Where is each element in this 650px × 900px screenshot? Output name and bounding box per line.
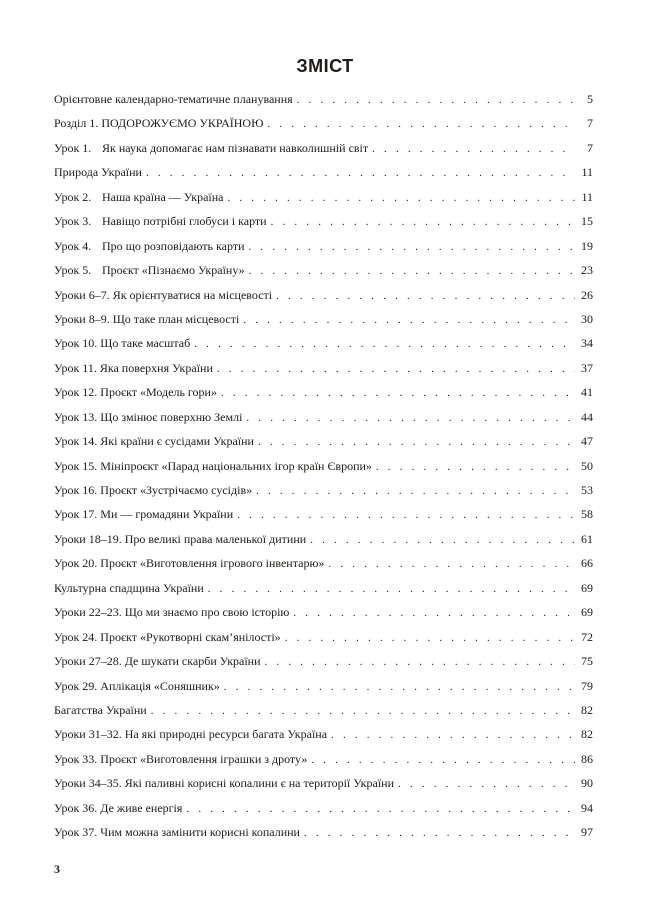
toc-entry[interactable] (54, 483, 593, 507)
toc-entry-page: 94 (581, 800, 593, 815)
toc-entry[interactable] (54, 556, 593, 580)
toc-entry[interactable] (54, 825, 593, 849)
toc-dot-leader (243, 314, 575, 326)
toc-entry-page: 79 (581, 678, 593, 693)
toc-dot-leader (310, 534, 575, 546)
toc-entry-page: 82 (581, 702, 593, 717)
toc-dot-leader (224, 681, 575, 693)
toc-entry-label (54, 361, 217, 376)
toc-entry-title: Уроки 18–19. Про великі права маленької дитини (54, 531, 307, 546)
toc-dot-leader (372, 143, 575, 155)
toc-entry[interactable] (54, 703, 593, 727)
toc-entry-title: Багатства України (54, 702, 147, 717)
toc-entry-page: 11 (581, 189, 593, 204)
toc-entry-title: Навіщо потрібні глобуси і карти (102, 214, 267, 229)
toc-dot-leader (297, 94, 575, 106)
toc-dot-leader (293, 607, 575, 619)
toc-dot-leader (267, 118, 575, 130)
toc-entry[interactable] (54, 165, 593, 189)
toc-entry-label (54, 507, 237, 522)
toc-dot-leader (398, 778, 575, 790)
toc-entry[interactable] (54, 532, 593, 556)
toc-entry-lesson-number: Урок 1. (54, 140, 92, 155)
toc-dot-leader (194, 338, 575, 350)
toc-entry[interactable] (54, 801, 593, 825)
toc-entry-page: 82 (581, 727, 593, 742)
toc-entry-title: Проєкт «Пізнаємо Україну» (102, 263, 245, 278)
toc-entry-page: 72 (581, 629, 593, 644)
toc-entry[interactable] (54, 727, 593, 751)
toc-entry-label (54, 434, 258, 449)
toc-entry[interactable] (54, 190, 593, 214)
toc-entry-page: 90 (581, 776, 593, 791)
toc-entry-label (54, 263, 249, 278)
toc-entry-page: 69 (581, 605, 593, 620)
toc-dot-leader (146, 167, 575, 179)
toc-entry-title: Уроки 31–32. На які природні ресурси багата Україна (54, 727, 328, 742)
toc-entry-label (54, 801, 186, 816)
toc-entry-label (54, 727, 331, 742)
toc-entry-title: Урок 14. Які країни є сусідами України (54, 434, 254, 449)
toc-entry-page: 44 (581, 409, 593, 424)
toc-dot-leader (256, 485, 575, 497)
toc-entry[interactable] (54, 605, 593, 629)
toc-entry-label (54, 703, 151, 718)
toc-dot-leader (376, 461, 575, 473)
toc-entry-label (54, 581, 208, 596)
toc-entry[interactable] (54, 263, 593, 287)
toc-entry-label (54, 630, 285, 645)
toc-entry-title: Урок 16. Проєкт «Зустрічаємо сусідів» (54, 483, 253, 497)
toc-entry-page: 69 (581, 580, 593, 595)
table-of-contents (54, 92, 593, 850)
toc-entry[interactable] (54, 239, 593, 263)
toc-entry-page: 41 (581, 385, 593, 400)
toc-entry[interactable] (54, 92, 593, 116)
toc-entry-page: 23 (581, 263, 593, 278)
toc-entry-label (54, 410, 246, 425)
toc-dot-leader (258, 436, 575, 448)
toc-dot-leader (221, 387, 575, 399)
toc-entry-label (54, 116, 267, 131)
toc-entry[interactable] (54, 581, 593, 605)
toc-entry-title: Урок 24. Проєкт «Рукотворні скам’янілості» (54, 629, 281, 644)
toc-entry-lesson-number: Урок 2. (54, 189, 92, 204)
toc-entry[interactable] (54, 141, 593, 165)
toc-dot-leader (237, 509, 575, 521)
toc-entry-page: 7 (587, 116, 593, 131)
toc-entry-lesson-number: Урок 5. (54, 263, 92, 278)
toc-entry[interactable] (54, 361, 593, 385)
toc-dot-leader (227, 192, 575, 204)
toc-entry-label (54, 459, 376, 474)
toc-entry-lesson-number: Урок 3. (54, 214, 92, 229)
toc-entry-label (54, 385, 221, 400)
toc-entry-label (54, 92, 297, 107)
toc-entry-title: Урок 17. Ми — громадяни України (54, 507, 234, 522)
toc-entry-page: 5 (587, 92, 593, 106)
toc-dot-leader (249, 241, 575, 253)
toc-entry-label (54, 239, 249, 254)
toc-dot-leader (186, 803, 575, 815)
toc-entry[interactable] (54, 654, 593, 678)
toc-entry-title: Орієнтовне календарно-тематичне планування (54, 92, 293, 106)
toc-entry[interactable] (54, 385, 593, 409)
page-number: 3 (54, 862, 60, 876)
toc-entry-title: Урок 15. Мініпроєкт «Парад національних ігор країн Європи» (54, 458, 372, 473)
toc-entry-title: Урок 12. Проєкт «Модель гори» (54, 385, 217, 400)
toc-entry-label (54, 776, 398, 791)
toc-entry-page: 15 (581, 214, 593, 229)
toc-entry[interactable] (54, 214, 593, 238)
toc-dot-leader (276, 290, 575, 302)
toc-entry-title: Урок 20. Проєкт «Виготовлення ігрового інвентарю» (54, 556, 325, 571)
toc-entry-label (54, 288, 276, 303)
toc-entry-title: Уроки 6–7. Як орієнтуватися на місцевості (54, 287, 273, 302)
toc-entry[interactable] (54, 410, 593, 434)
toc-entry-label (54, 214, 271, 229)
toc-dot-leader (285, 632, 575, 644)
toc-entry-title: Урок 13. Що змінює поверхню Землі (54, 409, 243, 424)
toc-entry-title: Уроки 22–23. Що ми знаємо про свою історію (54, 605, 290, 620)
toc-dot-leader (328, 558, 575, 570)
toc-entry-title: Природа України (54, 165, 142, 180)
toc-entry[interactable] (54, 679, 593, 703)
toc-entry-label (54, 312, 243, 327)
toc-entry-page: 75 (581, 654, 593, 669)
toc-entry-title: Урок 10. Що таке масштаб (54, 336, 191, 351)
toc-dot-leader (217, 363, 575, 375)
toc-entry-page: 34 (581, 336, 593, 351)
toc-entry-page: 7 (587, 140, 593, 155)
toc-entry-page: 66 (581, 556, 593, 571)
toc-dot-leader (304, 827, 575, 839)
toc-entry-page: 30 (581, 311, 593, 326)
toc-entry-lesson-number: Урок 4. (54, 238, 92, 253)
toc-entry-label (54, 654, 265, 669)
toc-entry-page: 53 (581, 483, 593, 497)
toc-entry-title: Уроки 8–9. Що таке план місцевості (54, 311, 240, 326)
toc-entry[interactable] (54, 336, 593, 360)
toc-entry-title: Урок 11. Яка поверхня України (54, 360, 213, 375)
toc-entry-title: Урок 36. Де живе енергія (54, 800, 183, 815)
toc-entry-title: Розділ 1. ПОДОРОЖУЄМО УКРАЇНОЮ (54, 116, 264, 131)
toc-entry-page: 86 (581, 751, 593, 766)
toc-entry-label (54, 336, 194, 351)
toc-entry-page: 11 (581, 165, 593, 180)
toc-entry-page: 97 (581, 825, 593, 840)
toc-entry-label (54, 141, 372, 156)
toc-dot-leader (249, 265, 575, 277)
toc-entry[interactable] (54, 288, 593, 312)
toc-entry-title: Урок 37. Чим можна замінити корисні копалини (54, 825, 300, 840)
toc-entry-title: Уроки 27–28. Де шукати скарби України (54, 654, 261, 669)
toc-entry-title: Уроки 34–35. Які паливні корисні копалини є на території України (54, 776, 395, 791)
toc-entry-label (54, 165, 146, 180)
toc-entry-page: 37 (581, 360, 593, 375)
toc-entry[interactable] (54, 630, 593, 654)
toc-dot-leader (265, 656, 575, 668)
toc-entry-title: Урок 33. Проєкт «Виготовлення іграшки з дроту» (54, 751, 308, 766)
toc-dot-leader (331, 729, 575, 741)
toc-entry-label (54, 752, 311, 767)
toc-entry-page: 47 (581, 434, 593, 449)
toc-entry-label (54, 532, 310, 547)
toc-dot-leader (311, 754, 575, 766)
toc-entry[interactable] (54, 312, 593, 336)
toc-entry-page: 19 (581, 238, 593, 253)
toc-entry[interactable] (54, 507, 593, 531)
toc-entry[interactable] (54, 776, 593, 800)
toc-entry-label (54, 190, 227, 205)
toc-entry-title: Урок 29. Аплікація «Соняшник» (54, 678, 220, 693)
toc-dot-leader (151, 705, 575, 717)
toc-entry-title: Наша країна — Україна (102, 189, 224, 204)
toc-entry-title: Про що розповідають карти (102, 238, 245, 253)
toc-dot-leader (246, 412, 575, 424)
toc-entry[interactable] (54, 434, 593, 458)
toc-dot-leader (271, 216, 575, 228)
toc-entry-label (54, 483, 256, 498)
toc-entry-title: Як наука допомагає нам пізнавати навколишній світ (102, 140, 369, 155)
toc-entry-label (54, 825, 304, 840)
toc-entry-label (54, 679, 224, 694)
toc-entry-label (54, 556, 328, 571)
toc-entry-page: 61 (581, 531, 593, 546)
toc-entry[interactable] (54, 752, 593, 776)
toc-entry-title: Культурна спадщина України (54, 580, 204, 595)
toc-entry-label (54, 605, 293, 620)
toc-entry-page: 50 (581, 458, 593, 473)
page-title: ЗМІСТ (296, 56, 354, 76)
toc-entry[interactable] (54, 116, 593, 140)
toc-entry[interactable] (54, 459, 593, 483)
toc-entry-page: 26 (581, 287, 593, 302)
toc-dot-leader (208, 583, 575, 595)
toc-entry-page: 58 (581, 507, 593, 522)
